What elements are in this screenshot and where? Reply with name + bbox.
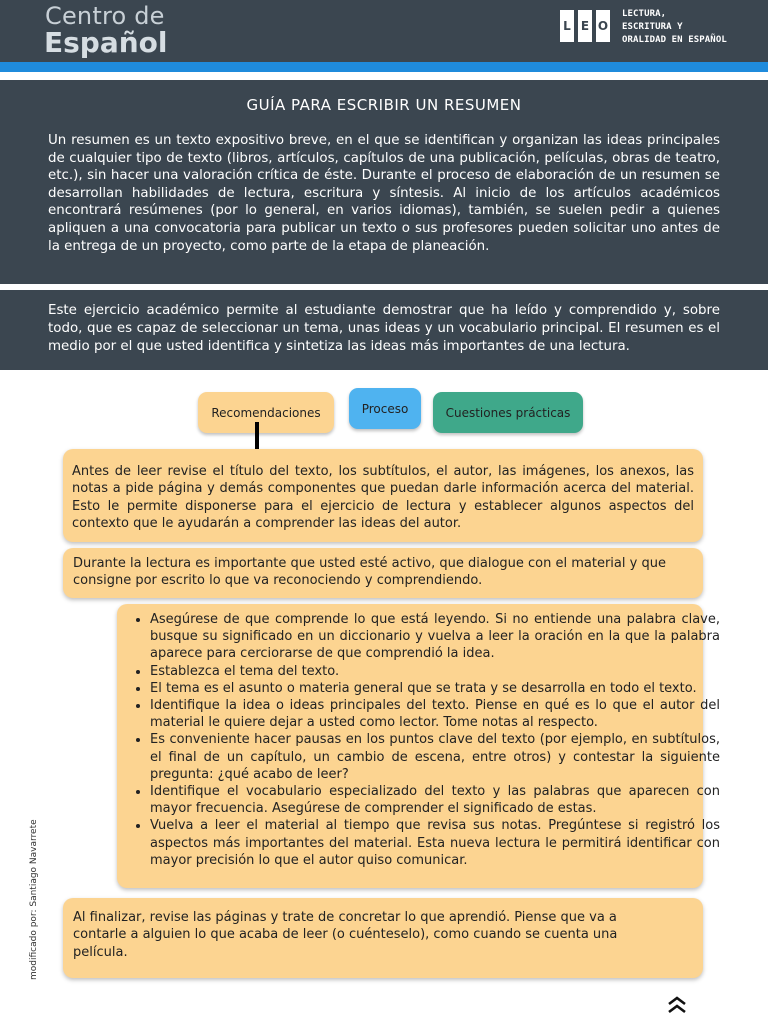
author-credit: modificado por: Santiago Navarrete xyxy=(29,819,39,980)
after-reading-box xyxy=(63,898,703,978)
list-item: • El tema es el asunto o materia general que se trata y se desarrolla en todo el texto. xyxy=(150,680,720,697)
during-reading-box xyxy=(63,548,703,598)
page-title: GUÍA PARA ESCRIBIR UN RESUMEN xyxy=(246,96,522,114)
before-reading-box xyxy=(63,449,703,542)
list-item: • Es conveniente hacer pausas en los puntos clave del texto (por ejemplo, en subtítulos, el final de un capítulo, un cambio de escena, entre otros) y contestar la siguiente pregunta: ¿qué acabo de leer? xyxy=(150,731,720,783)
leo-letter-l: L xyxy=(560,10,574,42)
intro-panel-2 xyxy=(0,290,768,370)
tab-recomendaciones[interactable]: Recomendaciones xyxy=(198,392,334,433)
brand-name-line2: Español xyxy=(44,26,168,59)
header-divider xyxy=(0,72,768,76)
after-reading-text: Al finalizar, revise las páginas y trate de concretar lo que aprendió. Piense que va a contarle a alguien lo que acaba de leer (o cuénteselo), como cuando se cuenta una película. xyxy=(73,910,618,960)
tab-proceso[interactable]: Proceso xyxy=(349,388,421,429)
intro-panel xyxy=(0,80,768,284)
leo-tagline-line2: ESCRITURA Y xyxy=(622,22,683,32)
leo-tagline xyxy=(622,8,727,47)
leo-tagline-line1: LECTURA, xyxy=(622,9,667,19)
header xyxy=(0,0,768,62)
list-item: • Establezca el tema del texto. xyxy=(150,663,720,680)
list-item: • Identifique la idea o ideas principales del texto. Piense en qué es lo que el autor del material le quiere dejar a usted como lector. Tome notas al respecto. xyxy=(150,697,720,731)
tab-cuestiones-practicas[interactable]: Cuestiones prácticas xyxy=(433,392,583,433)
intro-paragraph-1: Un resumen es un texto expositivo breve, en el que se identifican y organizan las ideas principales de cualquier tipo de texto (libros, artículos, capítulos de una publicación, películas, obras de teatro, etc.), sin hacer una valoración crítica de éste. Durante el proceso de elaboración de un resumen se desarrollan habilidades de lectura, escritura y síntesis. Al inicio de los artículos académicos encontrará resúmenes (por lo general, en varios idiomas), también, se suelen pedir a quienes apliquen a una convocatoria para publicar un texto o sus profesores pueden solicitar uno antes de la entrega de un proyecto, como parte de la etapa de planeación. xyxy=(48,133,720,254)
tips-list xyxy=(123,611,720,869)
double-chevron-up-icon[interactable] xyxy=(664,994,690,1016)
intro-paragraph-2: Este ejercicio académico permite al estudiante demostrar que ha leído y comprendido y, sobre todo, que es capaz de seleccionar un tema, unas ideas y un vocabulario principal. El resumen es el medio por el que usted identifica y sintetiza las ideas más importantes de una lectura. xyxy=(48,303,720,354)
leo-letter-o: O xyxy=(596,10,610,42)
brand-name-line1: Centro de xyxy=(45,2,165,30)
leo-tagline-line3: ORALIDAD EN ESPAÑOL xyxy=(622,35,727,45)
header-accent-stripe xyxy=(0,62,768,72)
list-item: • Vuelva a leer el material al tiempo que revisa sus notas. Pregúntese si registró los aspectos más importantes del material. Esta nueva lectura le permitirá identificar con mayor precisión lo que el autor quiso comunicar. xyxy=(150,817,720,869)
list-item: • Identifique el vocabulario especializado del texto y las palabras que aparecen con mayor frecuencia. Asegúrese de comprender el significado de estas. xyxy=(150,783,720,817)
before-reading-text: Antes de leer revise el título del texto, los subtítulos, el autor, las imágenes, los anexos, las notas a pide página y demás componentes que puedan darle información acerca del material. Esto le permite disponerse para el ejercicio de lectura y establecer algunos aspectos del contexto que le ayudarán a comprender las ideas del autor. xyxy=(72,464,694,532)
tips-box xyxy=(117,604,720,888)
leo-logo xyxy=(560,10,610,42)
leo-letter-e: E xyxy=(578,10,592,42)
list-item: • Asegúrese de que comprende lo que está leyendo. Si no entiende una palabra clave, busque su significado en un diccionario y vuelva a leer la oración en la que la palabra aparece para cerciorarse de que comprendió la idea. xyxy=(150,611,720,663)
during-reading-text: Durante la lectura es importante que usted esté activo, que dialogue con el material y que consigne por escrito lo que va reconociendo y comprendiendo. xyxy=(73,556,666,589)
